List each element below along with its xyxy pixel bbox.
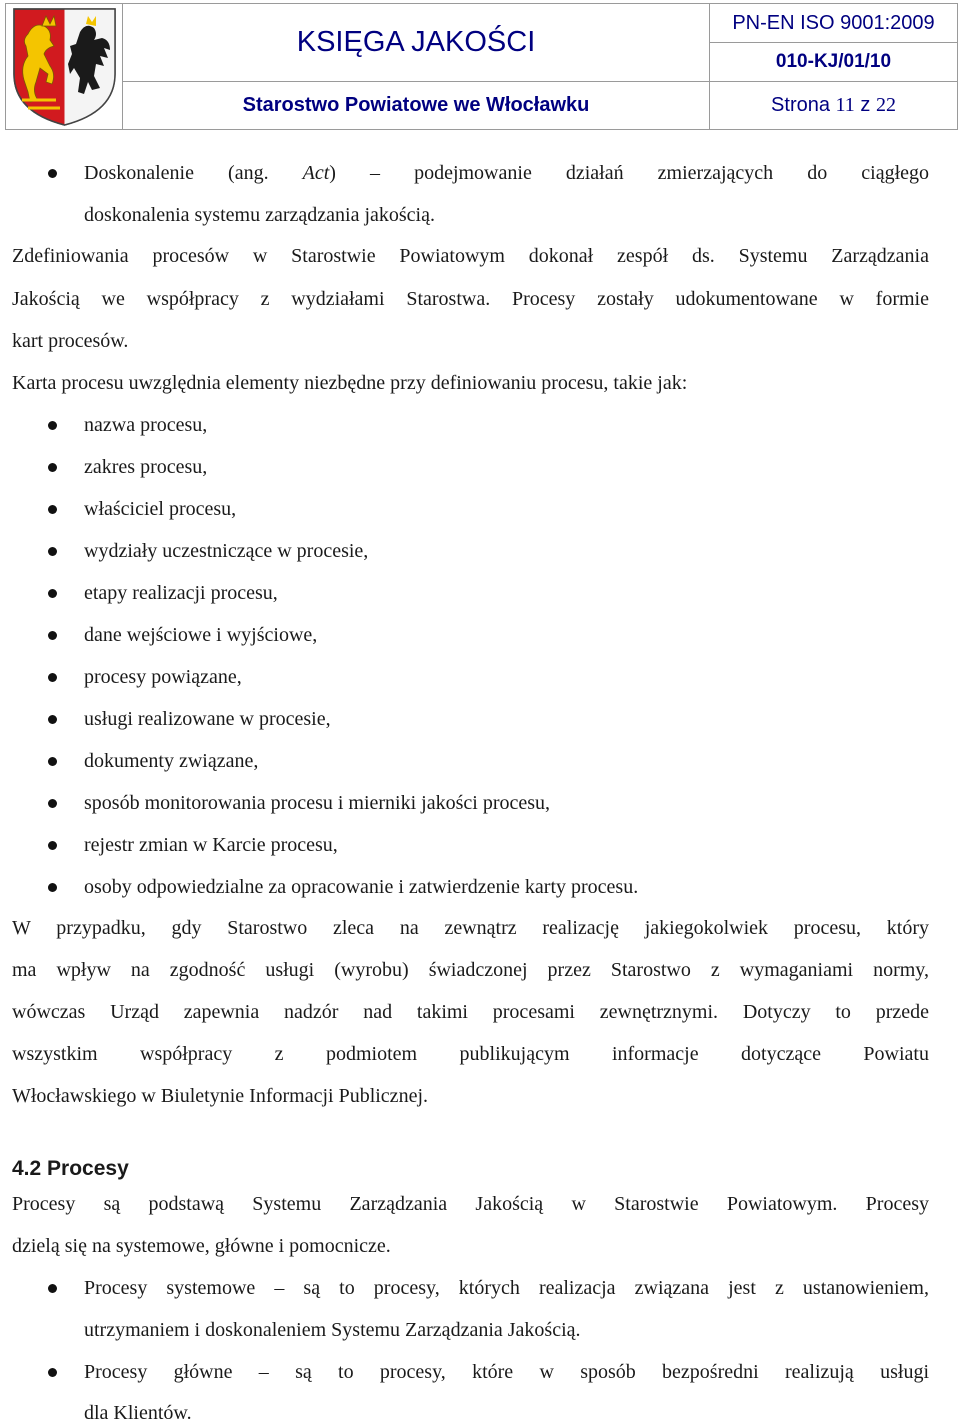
- doc-code: 010-KJ/01/10: [775, 51, 892, 72]
- list-item: Procesy główne – są to procesy, które w sposób bezpośredni realizują usługi: [84, 1361, 929, 1383]
- paragraph-line: Zdefiniowania procesów w Starostwie Powiatowym dokonał zespół ds. Systemu Zarządzania: [12, 245, 929, 267]
- list-item: rejestr zmian w Karcie procesu,: [84, 834, 338, 856]
- list-item: dokumenty związane,: [84, 750, 259, 772]
- bullet-dot: [48, 631, 57, 640]
- bullet-dot: [48, 799, 57, 808]
- paragraph-line: W przypadku, gdy Starostwo zleca na zewnątrz realizację jakiegokolwiek procesu, który: [12, 917, 929, 939]
- paragraph-line: dzielą się na systemowe, główne i pomocnicze.: [12, 1235, 391, 1257]
- list-item: właściciel procesu,: [84, 498, 237, 520]
- page-indicator: [771, 94, 896, 117]
- bullet-dot: [48, 883, 57, 892]
- coat-of-arms-logo: [6, 4, 123, 129]
- list-item: etapy realizacji procesu,: [84, 582, 278, 604]
- paragraph-line: kart procesów.: [12, 330, 129, 352]
- page-total: 22: [875, 94, 896, 116]
- paragraph-line: Włocławskiego w Biuletynie Informacji Publicznej.: [12, 1085, 428, 1107]
- page-number-cell: [710, 82, 957, 129]
- bullet-dot: [48, 589, 57, 598]
- office-cell: [123, 82, 710, 129]
- list-item-continuation: utrzymaniem i doskonaleniem Systemu Zarządzania Jakością.: [84, 1319, 581, 1341]
- office-name: Starostwo Powiatowe we Włocławku: [242, 94, 590, 116]
- list-item: Procesy systemowe – są to procesy, których realizacja związana jest z ustanowieniem,: [84, 1277, 929, 1299]
- document-title: KSIĘGA JAKOŚCI: [296, 26, 536, 58]
- standard-label: PN-EN ISO 9001:2009: [732, 11, 935, 34]
- list-item: procesy powiązane,: [84, 666, 242, 688]
- bullet-dot: [48, 547, 57, 556]
- intro-bullet-line-2: doskonalenia systemu zarządzania jakością.: [84, 204, 435, 226]
- page-sep: z: [860, 94, 871, 116]
- document-header: [5, 3, 958, 130]
- bullet-dot: [48, 463, 57, 472]
- doc-code-cell: [710, 43, 957, 82]
- coat-of-arms-icon: [6, 4, 123, 129]
- paragraph-line: ma wpływ na zgodność usługi (wyrobu) świadczonej przez Starostwo z wymaganiami normy,: [12, 959, 929, 981]
- list-item: sposób monitorowania procesu i mierniki jakości procesu,: [84, 792, 551, 814]
- bullet-dot: [48, 1284, 57, 1293]
- bullet-dot: [48, 673, 57, 682]
- paragraph-line: Jakością we współpracy z wydziałami Starostwa. Procesy zostały udokumentowane w formie: [12, 288, 929, 310]
- bullet-dot: [48, 841, 57, 850]
- paragraph-line: wszystkim współpracy z podmiotem publikującym informacje dotyczące Powiatu: [12, 1043, 929, 1065]
- standard-cell: [710, 4, 957, 43]
- list-item-continuation: dla Klientów.: [84, 1402, 192, 1424]
- bullet-dot: [48, 169, 57, 178]
- page-current: 11: [835, 94, 855, 116]
- bullet-dot: [48, 421, 57, 430]
- list-item: osoby odpowiedzialne za opracowanie i zatwierdzenie karty procesu.: [84, 876, 639, 898]
- section-heading: 4.2 Procesy: [12, 1157, 129, 1180]
- paragraph-line: Procesy są podstawą Systemu Zarządzania Jakością w Starostwie Powiatowym. Procesy: [12, 1193, 929, 1215]
- bullet-dot: [48, 505, 57, 514]
- list-item: usługi realizowane w procesie,: [84, 708, 331, 730]
- list-item: dane wejściowe i wyjściowe,: [84, 624, 318, 646]
- title-cell: [123, 4, 710, 82]
- list-item: wydziały uczestniczące w procesie,: [84, 540, 369, 562]
- bullet-dot: [48, 757, 57, 766]
- list-item: zakres procesu,: [84, 456, 208, 478]
- intro-bullet-line-1: Doskonalenie (ang. Act) – podejmowanie działań zmierzających do ciągłego: [84, 162, 929, 184]
- card-intro: Karta procesu uwzględnia elementy niezbędne przy definiowaniu procesu, takie jak:: [12, 372, 688, 394]
- page-label: Strona: [771, 94, 830, 116]
- bullet-dot: [48, 715, 57, 724]
- bullet-dot: [48, 1368, 57, 1377]
- list-item: nazwa procesu,: [84, 414, 208, 436]
- paragraph-line: wówczas Urząd zapewnia nadzór nad takimi procesami zewnętrznymi. Dotyczy to przede: [12, 1001, 929, 1023]
